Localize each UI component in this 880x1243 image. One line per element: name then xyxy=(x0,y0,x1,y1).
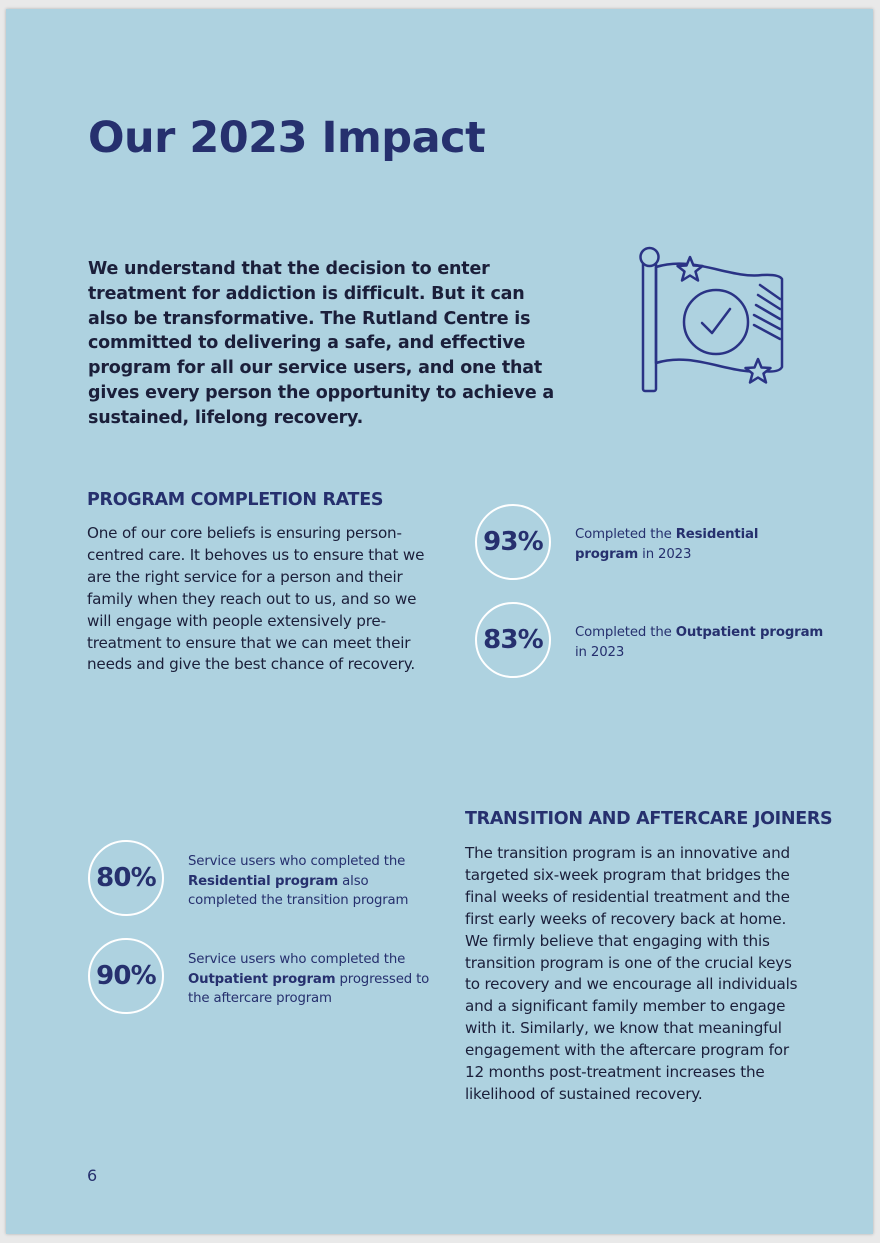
caption-text: in 2023 xyxy=(575,644,625,660)
caption-bold: Residential program xyxy=(188,873,339,889)
caption-text: also completed the transition program xyxy=(188,873,409,908)
aftercare-joiners-caption xyxy=(188,950,433,1009)
outpatient-completion-stat: 83% xyxy=(475,602,551,678)
caption-text: Service users who completed the xyxy=(188,854,406,869)
caption-bold: Outpatient program xyxy=(675,625,824,640)
caption-text: Completed the xyxy=(575,527,676,542)
report-page xyxy=(6,9,873,1234)
caption-text: progressed to the aftercare program xyxy=(188,971,430,1006)
residential-completion-caption xyxy=(575,525,825,564)
transition-body: The transition program is an innovative and targeted six-week program that bridges the final weeks of residential treatment and the first early weeks of recovery back at home. We firmly believe that engaging with this transition program is one of the crucial keys to recovery and we encourage all individuals and a significant family member to engage with it. Similarly, we know that meaningful engagement with the aftercare program for 12 months post-treatment increases the likelihood of sustained recovery. xyxy=(465,844,798,1103)
completion-heading: PROGRAM COMPLETION RATES xyxy=(87,490,384,510)
caption-text: in 2023 xyxy=(638,546,692,562)
intro-paragraph: We understand that the decision to enter treatment for addiction is difficult. But it can also be transformative. The Rutland Centre is committed to delivering a safe, and effective program for all our service users, and one that gives every person the opportunity to achieve a sustained, lifelong recovery. xyxy=(88,259,555,428)
page-title: Our 2023 Impact xyxy=(88,113,486,163)
page-number: 6 xyxy=(87,1166,98,1185)
transition-joiners-stat: 80% xyxy=(88,840,164,916)
caption-text: Completed the xyxy=(575,625,676,640)
caption-bold: Residential program xyxy=(575,527,759,562)
completion-body: One of our core beliefs is ensuring person-centred care. It behoves us to ensure that we are the right service for a person and their family when they reach out to us, and so we will engage with people extensively pre-treatment to ensure that we can meet their needs and give the best chance of recovery. xyxy=(87,524,425,674)
caption-bold: Outpatient program xyxy=(188,971,336,987)
caption-text: Service users who completed the xyxy=(188,952,406,967)
flag-with-checkmark-and-stars-icon xyxy=(634,245,789,397)
transition-heading: TRANSITION AND AFTERCARE JOINERS xyxy=(465,809,833,829)
aftercare-joiners-stat: 90% xyxy=(88,938,164,1014)
outpatient-completion-caption xyxy=(575,623,825,662)
residential-completion-stat: 93% xyxy=(475,504,551,580)
transition-joiners-caption xyxy=(188,852,426,911)
